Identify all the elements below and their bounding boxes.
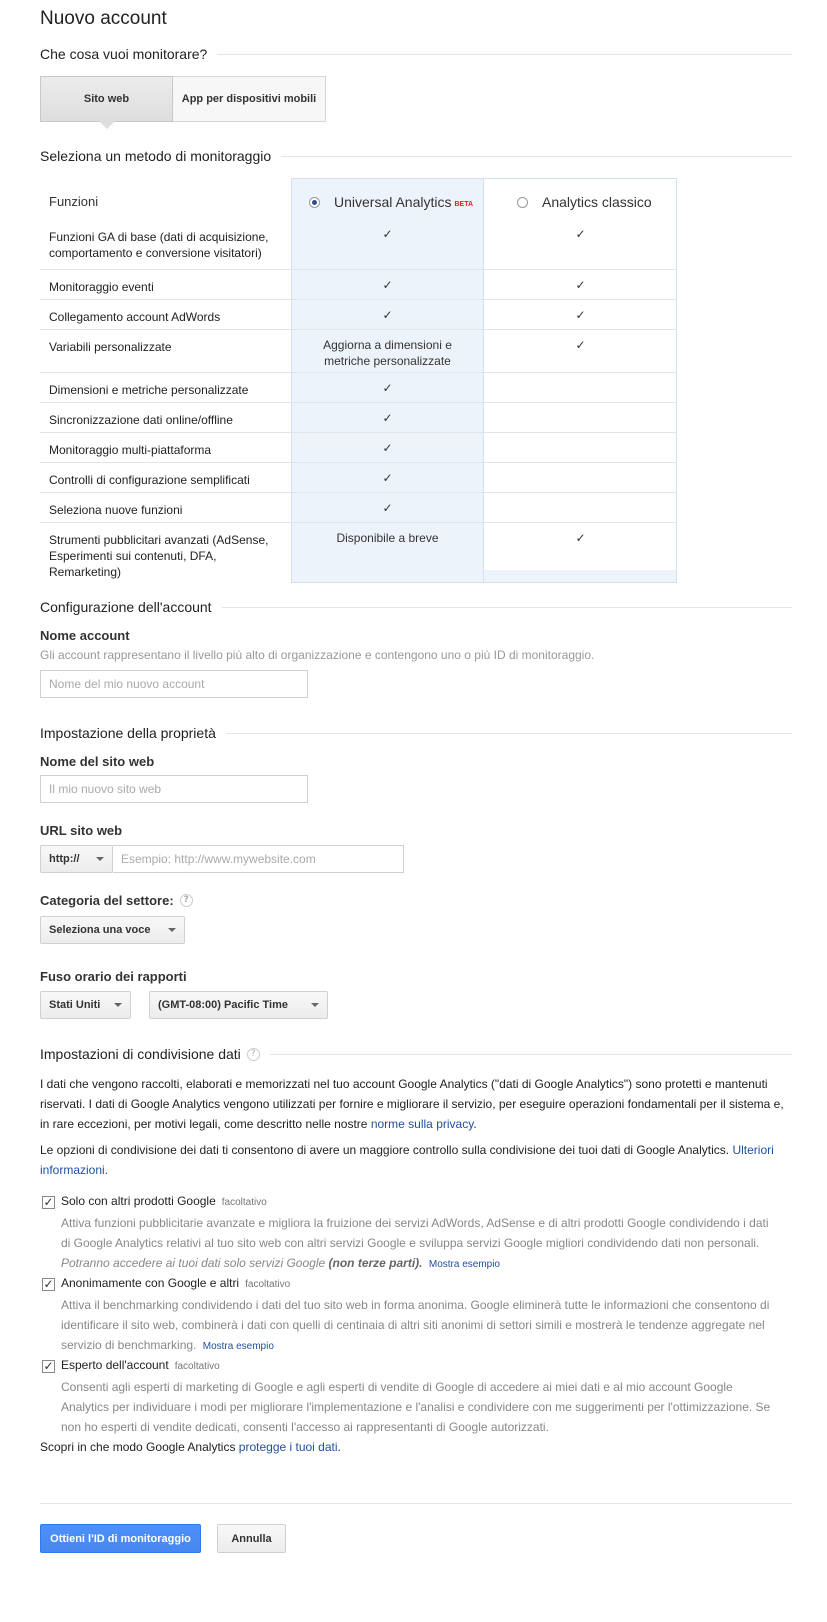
sharing-option-title — [61, 1358, 220, 1372]
tracking-method-table — [40, 178, 792, 583]
feature-row — [40, 299, 677, 329]
option-classic-analytics[interactable] — [517, 194, 652, 210]
feature-name: Seleziona nuove funzioni — [49, 503, 183, 517]
tab-website[interactable] — [40, 76, 173, 122]
protect-data-text: Scopri in che modo Google Analytics protegge i tuoi dati. — [40, 1440, 341, 1454]
method-section-header — [40, 148, 792, 164]
monitor-tabs — [40, 76, 326, 122]
sharing-section-header — [40, 1046, 792, 1062]
category-label-text: Categoria del settore: — [40, 893, 174, 908]
show-example-link[interactable]: Mostra esempio — [428, 1259, 500, 1270]
feature-row — [40, 462, 677, 492]
feature-name: Sincronizzazione dati online/offline — [49, 413, 233, 427]
optional-label: facoltativo — [174, 1361, 220, 1372]
protocol-select[interactable] — [40, 845, 113, 873]
sharing-option-desc-text: Attiva funzioni pubblicitarie avanzate e migliora la fruizione dei servizi AdWords, AdSense e di altri prodotti Google condividendo i dati di Google Analytics relativi al tuo sito web con altri servizi Google e sviluppa servizi Google migliori condividendo dati non personali. — [61, 1216, 769, 1250]
section-divider — [217, 54, 792, 55]
show-example-link[interactable]: Mostra esempio — [202, 1341, 274, 1352]
classic-analytics-label: Analytics classico — [542, 194, 652, 210]
check-icon: ✓ — [382, 501, 393, 515]
sharing-option-desc-text: Attiva il benchmarking condividendo i dati del tuo sito web in forma anonima. Google eliminerà tutte le informazioni che consentono di identificare il sito web, combinerà i dati con quelli di centinaia di altri siti anonimi di settori simili e mostrerà le tendenze aggregate nel servizio di benchmarking. — [61, 1298, 770, 1352]
site-url-input[interactable] — [113, 845, 404, 873]
sharing-option-desc-italic: Potranno accedere ai tuoi dati solo servizi Google — [61, 1256, 326, 1270]
check-icon: ✓ — [382, 471, 393, 485]
sharing-option-description — [61, 1213, 771, 1275]
check-icon: ✓ — [382, 441, 393, 455]
page-title: Nuovo account — [40, 8, 167, 29]
account-name-hint: Gli account rappresentano il livello più alto di organizzazione e contengono uno o più ID di monitoraggio. — [40, 648, 595, 662]
check-icon: ✓ — [575, 308, 586, 322]
sharing-option-label: Esperto dell'account — [61, 1358, 169, 1372]
ua-feature-note: Disponibile a breve — [336, 531, 439, 545]
chevron-down-icon — [311, 1003, 319, 1007]
check-icon: ✓ — [382, 278, 393, 292]
site-name-label: Nome del sito web — [40, 754, 155, 769]
feature-row — [40, 432, 677, 462]
feature-row — [40, 329, 677, 372]
feature-name: Monitoraggio eventi — [49, 280, 154, 294]
sharing-option-title — [61, 1194, 267, 1208]
ua-feature-note: Aggiorna a dimensioni e metriche personalizzate — [323, 338, 452, 368]
account-section-title: Configurazione dell'account — [40, 599, 212, 615]
feature-row — [40, 372, 677, 402]
sharing-option-description — [61, 1295, 771, 1357]
sharing-option-label: Anonimamente con Google e altri — [61, 1276, 240, 1290]
feature-name: Dimensioni e metriche personalizzate — [49, 383, 249, 397]
sharing-checkbox[interactable]: ✓ — [43, 1359, 54, 1373]
check-icon: ✓ — [575, 531, 586, 545]
timezone-label: Fuso orario dei rapporti — [40, 969, 187, 984]
account-name-label: Nome account — [40, 628, 130, 643]
feature-name: Collegamento account AdWords — [49, 310, 221, 324]
feature-row — [40, 402, 677, 432]
section-divider — [226, 733, 792, 734]
learn-more-link[interactable]: Ulteriori informazioni. — [40, 1143, 774, 1177]
feature-name: Controlli di configurazione semplificati — [49, 473, 250, 487]
feature-row — [40, 222, 677, 269]
footer-divider — [40, 1503, 792, 1504]
cancel-button[interactable]: Annulla — [217, 1524, 286, 1553]
chevron-down-icon — [114, 1003, 122, 1007]
optional-label: facoltativo — [221, 1197, 267, 1208]
sharing-checkbox[interactable]: ✓ — [43, 1277, 54, 1291]
tab-mobile-app-label: App per dispositivi mobili — [181, 93, 317, 105]
features-header: Funzioni — [49, 194, 99, 209]
check-icon: ✓ — [575, 338, 586, 352]
country-value: Stati Uniti — [49, 999, 101, 1011]
help-icon[interactable]: ? — [180, 894, 193, 907]
site-name-input[interactable] — [40, 775, 308, 803]
check-icon: ✓ — [382, 381, 393, 395]
property-section-header — [40, 725, 792, 741]
optional-label: facoltativo — [245, 1279, 291, 1290]
section-divider — [270, 1054, 792, 1055]
account-section-header — [40, 599, 792, 615]
feature-name: Funzioni GA di base (dati di acquisizione, comportamento e conversione visitatori) — [49, 230, 269, 260]
sharing-checkbox[interactable]: ✓ — [43, 1195, 54, 1209]
tab-mobile-app[interactable] — [173, 76, 326, 122]
chevron-down-icon — [96, 857, 104, 861]
sharing-option-desc-bold: (non terze parti). — [328, 1256, 423, 1270]
feature-row — [40, 522, 677, 582]
check-icon: ✓ — [382, 411, 393, 425]
feature-name: Strumenti pubblicitari avanzati (AdSense, Esperimenti sui contenuti, DFA, Remarketing) — [49, 533, 269, 579]
tab-website-label: Sito web — [83, 93, 130, 105]
property-section-title: Impostazione della proprietà — [40, 725, 216, 741]
account-name-input[interactable] — [40, 670, 308, 698]
timezone-select[interactable] — [149, 991, 328, 1019]
site-url-label: URL sito web — [40, 823, 123, 838]
protect-data-link[interactable]: protegge i tuoi dati — [238, 1440, 338, 1454]
feature-name: Monitoraggio multi-piattaforma — [49, 443, 212, 457]
country-select[interactable] — [40, 991, 131, 1019]
protect-data-body: Scopri in che modo Google Analytics — [40, 1440, 236, 1454]
sharing-option-description — [61, 1377, 771, 1437]
category-value: Seleziona una voce — [49, 924, 151, 936]
method-section-title: Seleziona un metodo di monitoraggio — [40, 148, 272, 164]
section-divider — [222, 607, 792, 608]
category-label — [40, 893, 193, 908]
monitor-section-header — [40, 46, 792, 62]
tab-active-pointer — [99, 121, 115, 129]
sharing-intro: I dati che vengono raccolti, elaborati e memorizzati nel tuo account Google Analytics ("dati di Google Analytics") sono protetti e mantenuti riservati. I dati di Google Analytics vengono utilizzati per fornire e migliorare il servizio, per eseguire operazioni fondamentali per il sistema e, in rare eccezioni, per motivi legali, come descritto nelle nostre norme sulla privacy. — [40, 1077, 784, 1131]
sharing-option-title — [61, 1276, 290, 1290]
feature-row — [40, 492, 677, 522]
sharing-option-label: Solo con altri prodotti Google — [61, 1194, 216, 1208]
beta-badge: BETA — [454, 200, 474, 208]
check-icon: ✓ — [382, 227, 393, 241]
universal-analytics-label: Universal Analytics — [334, 194, 452, 210]
check-icon: ✓ — [575, 278, 586, 292]
sharing-section-title: Impostazioni di condivisione dati — [40, 1046, 241, 1062]
timezone-value: (GMT-08:00) Pacific Time — [158, 999, 289, 1011]
chevron-down-icon — [168, 928, 176, 932]
category-select[interactable] — [40, 916, 185, 944]
sharing-options-body: Le opzioni di condivisione dei dati ti consentono di avere un maggiore controllo sulla condivisione dei tuoi dati di Google Analytics. — [40, 1143, 730, 1157]
sharing-option-desc-text: Consenti agli esperti di marketing di Google e agli esperti di vendite di Google di accedere ai miei dati e al mio account Google Analytics per individuare i modi per migliorare l'implementazione e l'analisi e condividere con me suggerimenti per l'ottimizzazione. Se non ho esperti di vendite dedicati, consenti l'accesso ai rappresentanti di Google autorizzati. — [61, 1380, 771, 1434]
feature-row — [40, 269, 677, 299]
sharing-options-text — [40, 1140, 788, 1180]
help-icon[interactable]: ? — [247, 1048, 260, 1061]
section-divider — [281, 156, 792, 157]
feature-name: Variabili personalizzate — [49, 340, 172, 354]
check-icon: ✓ — [575, 227, 586, 241]
option-universal-analytics[interactable] — [309, 194, 473, 210]
check-icon: ✓ — [382, 308, 393, 322]
radio-universal-analytics[interactable] — [309, 197, 320, 208]
sharing-intro-text: I dati che vengono raccolti, elaborati e memorizzati nel tuo account Google Analytics ("dati di Google Analytics") sono protetti e mantenuti riservati. I dati di Google Analytics vengono utilizzati per fornire e migliorare il servizio, per eseguire operazioni fondamentali per il sistema e, in rare eccezioni, per motivi legali, come descritto nelle nostre — [40, 1077, 784, 1131]
privacy-policy-link[interactable]: norme sulla privacy — [370, 1117, 474, 1131]
radio-classic-analytics[interactable] — [517, 197, 528, 208]
get-tracking-id-button[interactable]: Ottieni l'ID di monitoraggio — [40, 1524, 201, 1553]
protocol-value: http:// — [49, 853, 80, 865]
monitor-section-title: Che cosa vuoi monitorare? — [40, 46, 208, 62]
